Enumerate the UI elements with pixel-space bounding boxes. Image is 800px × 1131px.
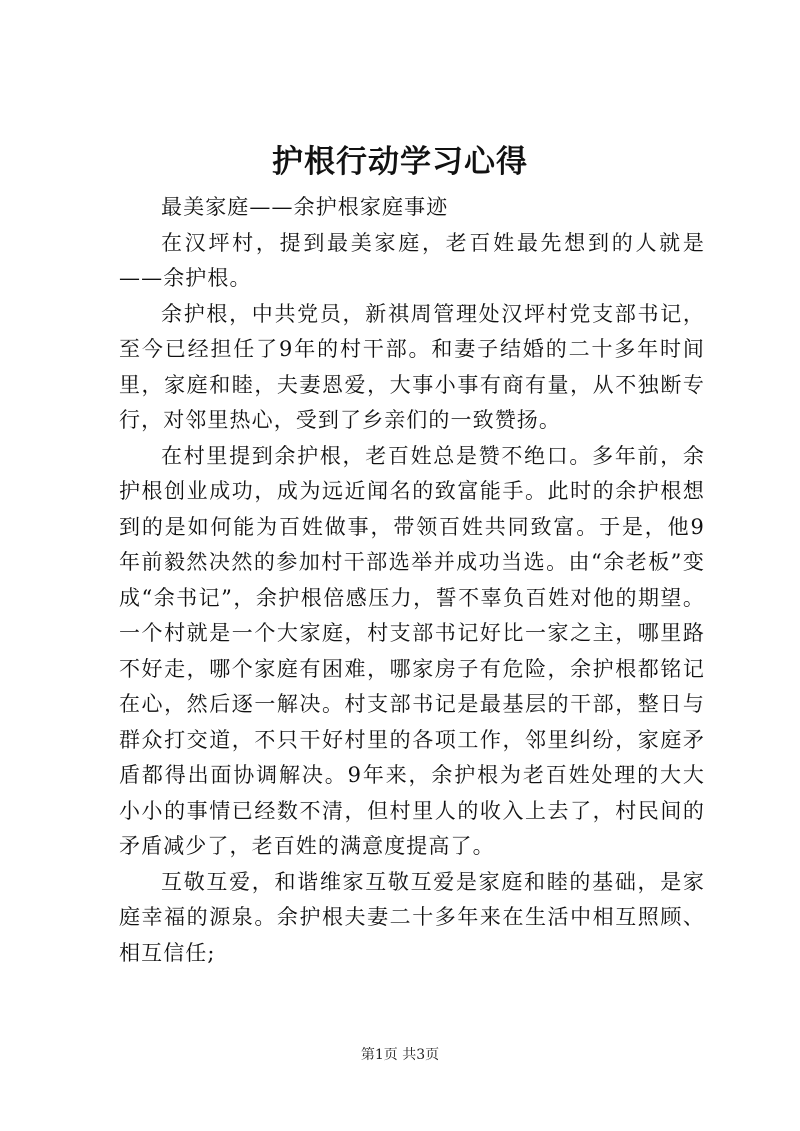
paragraph: 在村里提到余护根，老百姓总是赞不绝口。多年前，余护根创业成功，成为远近闻名的致富能手。此时的余护根想到的是如何能为百姓做事，带领百姓共同致富。于是，他9年前毅然决然的参加村干部选举并成功当选。由“余老板”变成“余书记”，余护根倍感压力，誓不辜负百姓对他的期望。一个村就是一个大家庭，村支部书记好比一家之主，哪里路不好走，哪个家庭有困难，哪家房子有危险，余护根都铭记在心，然后逐一解决。村支部书记是最基层的干部，整日与群众打交道，不只干好村里的各项工作，邻里纠纷，家庭矛盾都得出面协调解决。9年来，余护根为老百姓处理的大大小小的事情已经数不清，但村里人的收入上去了，村民间的矛盾减少了，老百姓的满意度提高了。 bbox=[119, 443, 705, 858]
page-indicator: 第1页 共3页 bbox=[360, 1047, 440, 1063]
paragraph: 在汉坪村，提到最美家庭，老百姓最先想到的人就是——余护根。 bbox=[119, 230, 705, 290]
paragraph: 互敬互爱，和谐维家互敬互爱是家庭和睦的基础，是家庭幸福的源泉。余护根夫妻二十多年来在生活中相互照顾、相互信任; bbox=[119, 869, 705, 965]
document-title: 护根行动学习心得 bbox=[272, 144, 528, 180]
document-body bbox=[119, 190, 705, 971]
subtitle-paragraph: 最美家庭——余护根家庭事迹 bbox=[161, 195, 449, 219]
paragraph: 余护根，中共党员，新祺周管理处汉坪村党支部书记，至今已经担任了9年的村干部。和妻子结婚的二十多年时间里，家庭和睦，夫妻恩爱，大事小事有商有量，从不独断专行，对邻里热心，受到了乡亲们的一致赞扬。 bbox=[119, 301, 705, 432]
